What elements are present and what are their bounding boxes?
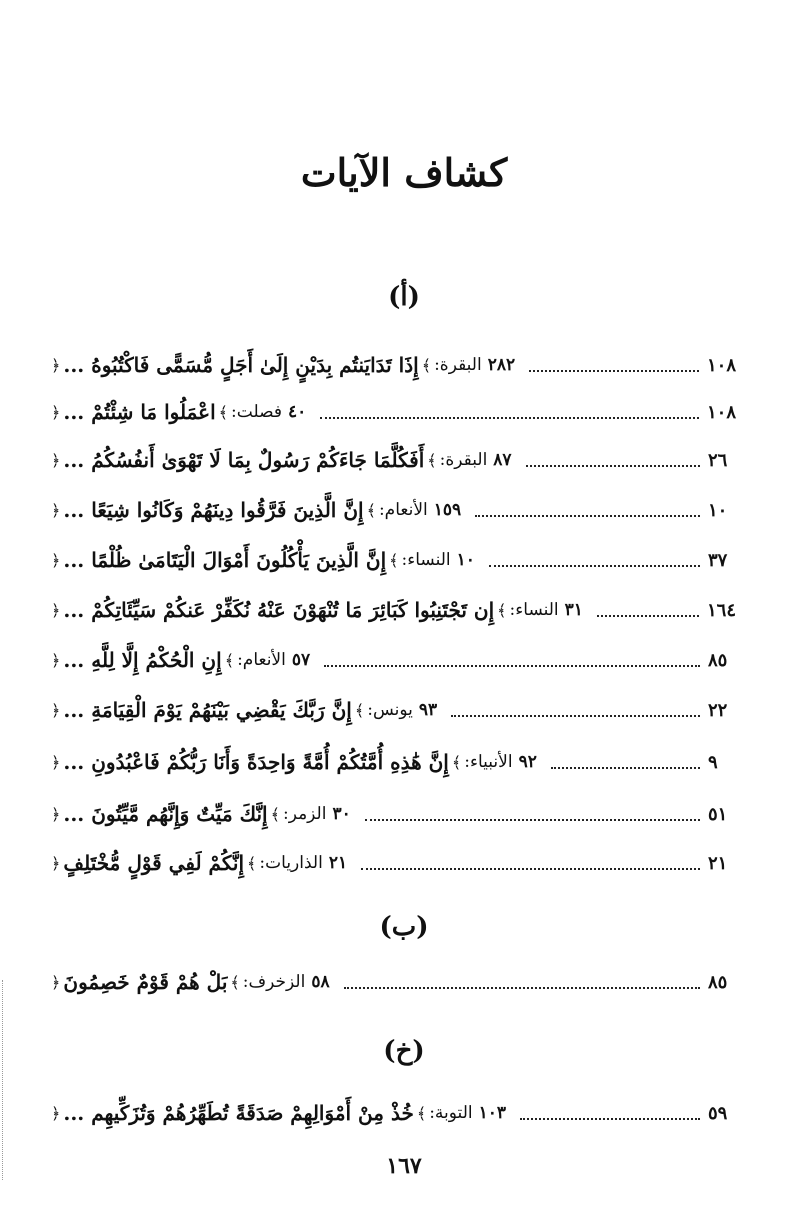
page-number: ٥١ (708, 803, 728, 825)
verse-text: إِنَّ هَٰذِهِ أُمَّتُكُمْ أُمَّةً وَاحِدَةً وَأَنَا رَبُّكُمْ فَاعْبُدُونِ ... (63, 750, 449, 774)
index-entry (48, 392, 736, 432)
ornate-bracket-open-icon: ﴿ (51, 550, 61, 570)
verse-text: إِنَّ الَّذِينَ فَرَّقُوا دِينَهُمْ وَكَانُوا شِيَعًا ... (63, 498, 364, 522)
verse-text: إِنِ الْحُكْمُ إِلَّا لِلَّهِ ... (63, 648, 222, 672)
margin-divider (2, 980, 4, 1180)
verse-text: اعْمَلُوا مَا شِئْتُمْ ... (63, 400, 216, 424)
index-entry (48, 962, 736, 1002)
ornate-bracket-close-icon: ﴾ (224, 650, 235, 670)
section-letter: (خ) (383, 1036, 425, 1066)
page-number: ٢٦ (708, 449, 728, 471)
surah-name: الأنبياء: (464, 752, 513, 772)
dot-leader (361, 868, 700, 870)
surah-name: الأنعام: (378, 500, 428, 520)
dot-leader (489, 565, 700, 567)
ayah-number: ١٠ (456, 550, 475, 570)
ayah-number: ٥٧ (291, 650, 311, 670)
dot-leader (526, 465, 700, 467)
ornate-bracket-close-icon: ﴾ (451, 752, 462, 772)
index-entry (48, 540, 736, 580)
surah-name: يونس: (367, 700, 413, 720)
ornate-bracket-open-icon: ﴿ (51, 450, 61, 470)
page-number: ١٠٨ (706, 354, 736, 376)
page-number: ١٠ (708, 499, 728, 521)
ornate-bracket-close-icon: ﴾ (389, 550, 399, 570)
surah-name: الزخرف: (242, 972, 306, 992)
verse-text: إِنَّكُمْ لَفِي قَوْلٍ مُّخْتَلِفٍ (63, 851, 245, 875)
ayah-number: ٩٣ (418, 700, 438, 720)
dot-leader (551, 767, 700, 769)
page-folio-number: ١٦٧ (386, 1153, 422, 1179)
ayah-number: ١٥٩ (433, 500, 462, 520)
page-title: كشاف الآيات (300, 150, 508, 195)
ornate-bracket-close-icon: ﴾ (421, 355, 432, 375)
surah-name: النساء: (401, 550, 451, 570)
ayah-number: ٣٠ (332, 804, 351, 824)
ayah-number: ٨٧ (493, 450, 512, 470)
surah-name: البقرة: (439, 450, 488, 470)
verse-text: خُذْ مِنْ أَمْوَالِهِمْ صَدَقَةً تُطَهِّرُهُمْ وَتُزَكِّيهِم ... (63, 1101, 414, 1125)
dot-leader (344, 987, 700, 989)
ornate-bracket-close-icon: ﴾ (354, 700, 365, 720)
ornate-bracket-close-icon: ﴾ (366, 500, 376, 520)
page-number: ٨٥ (708, 649, 728, 671)
dot-leader (475, 515, 700, 517)
ornate-bracket-open-icon: ﴿ (51, 500, 61, 520)
verse-text: بَلْ هُمْ قَوْمٌ خَصِمُونَ (63, 970, 228, 994)
index-entry (48, 345, 736, 385)
section-letter: (ب) (379, 912, 429, 942)
ayah-number: ٢٨٢ (487, 355, 516, 375)
dot-leader (451, 715, 700, 717)
index-entry (48, 1093, 736, 1133)
ayah-number: ٣١ (564, 600, 583, 620)
dot-leader (324, 665, 700, 667)
page-number: ٢١ (708, 852, 728, 874)
ornate-bracket-open-icon: ﴿ (51, 804, 61, 824)
ornate-bracket-open-icon: ﴿ (51, 700, 61, 720)
ayah-number: ٤٠ (287, 402, 307, 422)
ornate-bracket-close-icon: ﴾ (270, 804, 280, 824)
ayah-number: ٢١ (328, 853, 348, 873)
surah-name: الزمر: (282, 804, 327, 824)
ornate-bracket-close-icon: ﴾ (247, 853, 257, 873)
ayah-number: ٩٢ (518, 752, 537, 772)
ornate-bracket-close-icon: ﴾ (416, 1103, 427, 1123)
index-entry (48, 742, 736, 782)
index-entry (48, 640, 736, 680)
surah-name: البقرة: (434, 355, 482, 375)
page-number: ٥٩ (708, 1102, 728, 1124)
page-number: ٢٢ (708, 699, 728, 721)
ornate-bracket-close-icon: ﴾ (230, 972, 240, 992)
page-number: ١٦٤ (706, 599, 736, 621)
ornate-bracket-open-icon: ﴿ (51, 853, 61, 873)
ornate-bracket-open-icon: ﴿ (51, 972, 61, 992)
ornate-bracket-close-icon: ﴾ (497, 600, 507, 620)
surah-name: الذاريات: (259, 853, 323, 873)
verse-text: إِنَّ الَّذِينَ يَأْكُلُونَ أَمْوَالَ الْيَتَامَىٰ ظُلْمًا ... (63, 548, 387, 572)
index-entry (48, 490, 736, 530)
page-number: ٨٥ (708, 971, 728, 993)
index-entry (48, 794, 736, 834)
index-entry (48, 590, 736, 630)
surah-name: الأنعام: (237, 650, 286, 670)
section-letter: (أ) (388, 282, 420, 312)
index-entry (48, 440, 736, 480)
verse-text: إِنَّ رَبَّكَ يَقْضِي بَيْنَهُمْ يَوْمَ الْقِيَامَةِ ... (63, 698, 352, 722)
dot-leader (597, 615, 699, 617)
index-entry (48, 690, 736, 730)
ayah-number: ٥٨ (311, 972, 330, 992)
dot-leader (365, 819, 700, 821)
index-entry (48, 843, 736, 883)
ornate-bracket-open-icon: ﴿ (51, 600, 61, 620)
dot-leader (520, 1118, 700, 1120)
verse-text: إِذَا تَدَايَنتُم بِدَيْنٍ إِلَىٰ أَجَلٍ مُّسَمًّى فَاكْتُبُوهُ ... (63, 353, 419, 377)
surah-name: التوبة: (429, 1103, 473, 1123)
surah-name: فصلت: (231, 402, 282, 422)
page-number: ٣٧ (708, 549, 728, 571)
verse-text: أَفَكُلَّمَا جَاءَكُمْ رَسُولٌ بِمَا لَا تَهْوَىٰ أَنفُسُكُمُ ... (63, 448, 425, 472)
ornate-bracket-open-icon: ﴿ (51, 402, 61, 422)
page-number: ٩ (708, 751, 718, 773)
surah-name: النساء: (509, 600, 559, 620)
ayah-number: ١٠٣ (478, 1103, 506, 1123)
ornate-bracket-open-icon: ﴿ (51, 355, 61, 375)
dot-leader (320, 417, 699, 419)
ornate-bracket-open-icon: ﴿ (51, 752, 61, 772)
ornate-bracket-open-icon: ﴿ (51, 650, 61, 670)
dot-leader (529, 370, 699, 372)
page-number: ١٠٨ (706, 401, 736, 423)
ornate-bracket-open-icon: ﴿ (51, 1103, 61, 1123)
ornate-bracket-close-icon: ﴾ (427, 450, 437, 470)
verse-text: إِن تَجْتَنِبُوا كَبَائِرَ مَا تُنْهَوْنَ عَنْهُ نُكَفِّرْ عَنكُمْ سَيِّئَاتِكُمْ ... (63, 598, 495, 622)
ornate-bracket-close-icon: ﴾ (218, 402, 229, 422)
verse-text: إِنَّكَ مَيِّتٌ وَإِنَّهُم مَّيِّتُونَ ... (63, 802, 268, 826)
